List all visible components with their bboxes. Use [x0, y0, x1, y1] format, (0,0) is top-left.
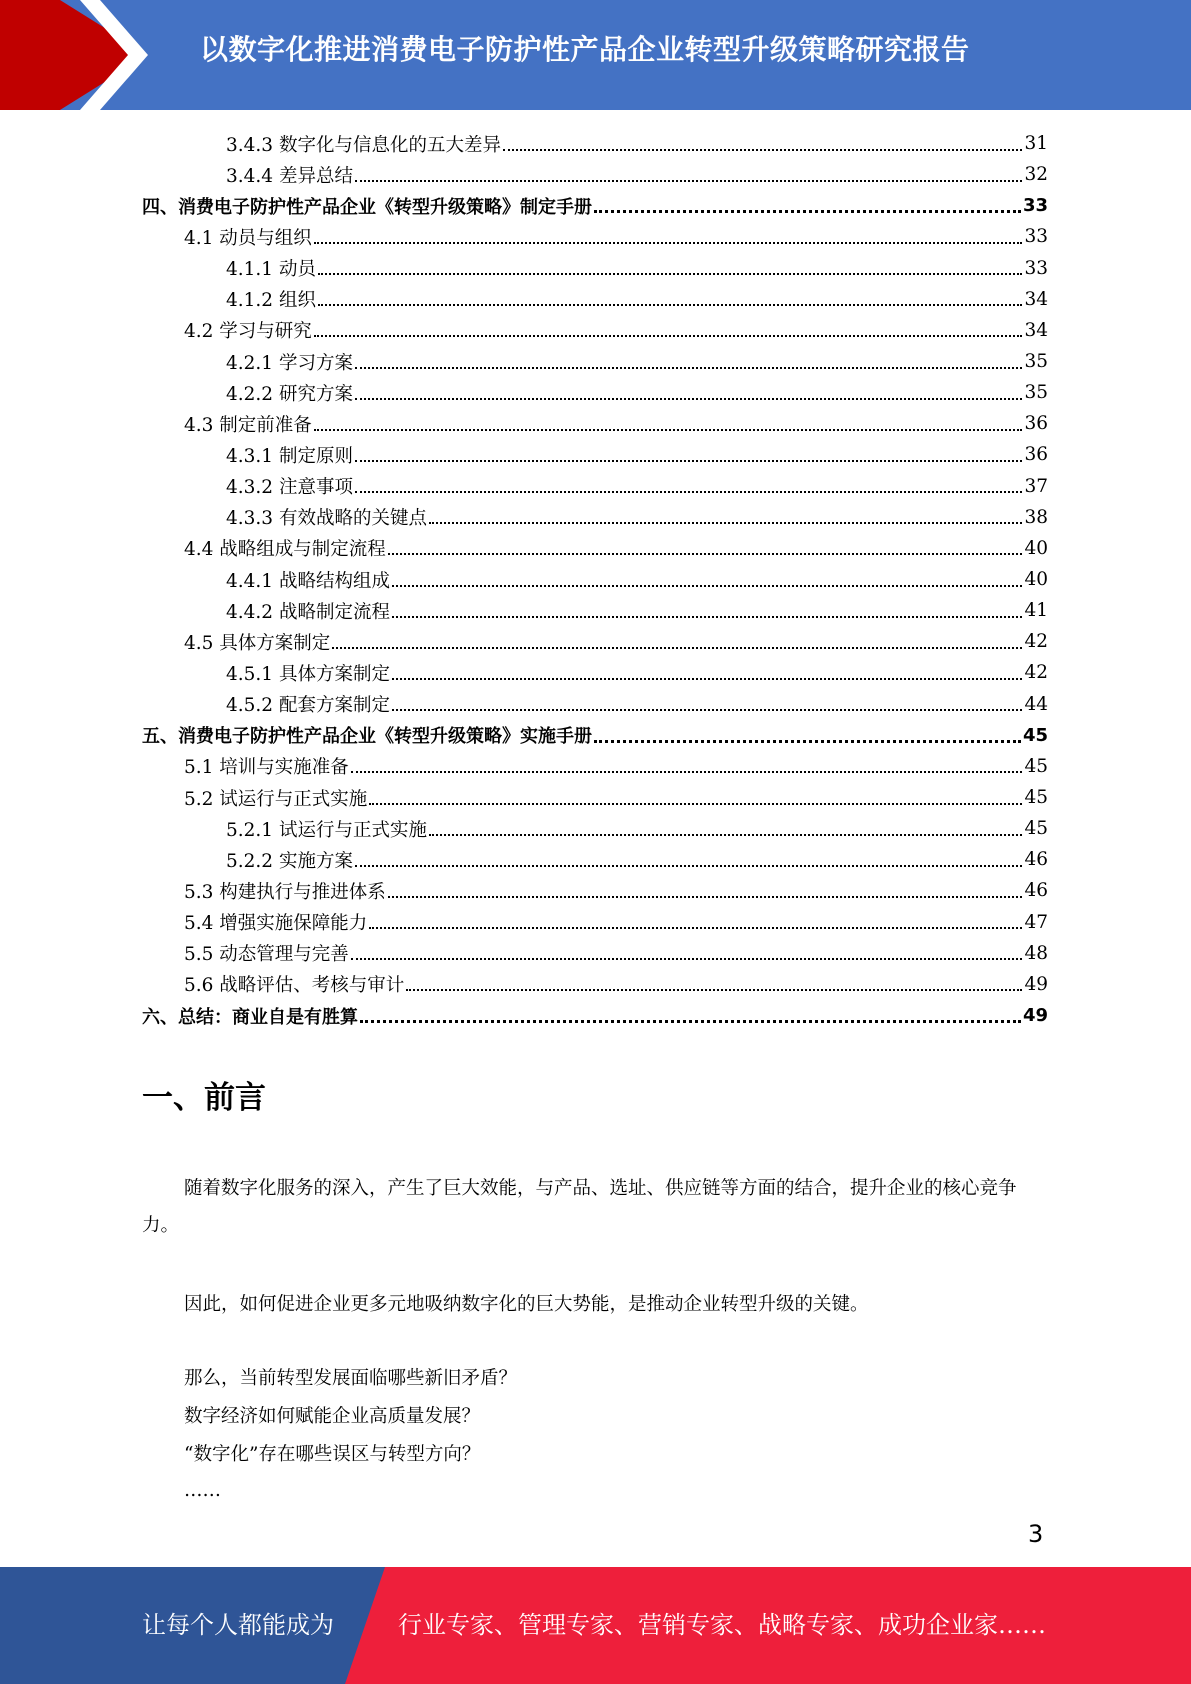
toc-dot-leader: [355, 865, 1023, 867]
toc-entry-label: 5.2 试运行与正式实施: [184, 788, 368, 810]
toc-entry-label: 4.4 战略组成与制定流程: [184, 539, 386, 561]
key-paragraph: 因此，如何促进企业更多元地吸纳数字化的巨大势能，是推动企业转型升级的关键。: [184, 1294, 869, 1315]
toc-entry-label: 四、消费电子防护性产品企业《转型升级策略》制定手册: [142, 196, 592, 218]
toc-dot-leader: [314, 335, 1023, 337]
toc-entry-page: 31: [1024, 133, 1048, 155]
toc-entry-label: 4.4.1 战略结构组成: [226, 570, 390, 592]
toc-dot-leader: [388, 896, 1023, 898]
toc-entry-page: 33: [1024, 257, 1048, 279]
toc-dot-leader: [332, 647, 1022, 649]
toc-entry-label: 六、总结：商业自是有胜算: [142, 1006, 358, 1028]
toc-entry[interactable]: [142, 221, 1048, 252]
toc-entry-label: 4.4.2 战略制定流程: [226, 601, 390, 623]
toc-entry-label: 4.1.2 组织: [226, 290, 316, 312]
toc-entry-page: 37: [1024, 475, 1048, 497]
footer-slogan-right: 行业专家、管理专家、营销专家、战略专家、成功企业家……: [398, 1611, 1046, 1639]
page-header: [0, 0, 1191, 110]
ellipsis-line: ……: [184, 1480, 221, 1501]
toc-dot-leader: [360, 1020, 1021, 1023]
toc-entry-page: 32: [1024, 164, 1048, 186]
toc-entry-page: 44: [1024, 693, 1048, 715]
toc-dot-leader: [369, 927, 1022, 929]
toc-entry-page: 45: [1024, 818, 1048, 840]
toc-entry[interactable]: [142, 844, 1048, 875]
toc-dot-leader: [351, 958, 1023, 960]
toc-entry[interactable]: [142, 782, 1048, 813]
toc-dot-leader: [392, 585, 1022, 587]
toc-entry-label: 5.6 战略评估、考核与审计: [184, 975, 405, 997]
toc-dot-leader: [318, 273, 1023, 275]
toc-entry-page: 45: [1022, 724, 1048, 746]
toc-dot-leader: [429, 834, 1022, 836]
toc-entry-page: 48: [1024, 942, 1048, 964]
toc-entry[interactable]: [142, 907, 1048, 938]
toc-entry-page: 35: [1024, 382, 1048, 404]
page-number: 3: [1028, 1520, 1044, 1548]
toc-dot-leader: [318, 304, 1023, 306]
toc-dot-leader: [355, 180, 1023, 182]
toc-entry-page: 49: [1024, 973, 1048, 995]
toc-entry-label: 4.5.1 具体方案制定: [226, 663, 390, 685]
toc-entry[interactable]: [142, 253, 1048, 284]
toc-entry[interactable]: [142, 689, 1048, 720]
toc-entry-page: 38: [1024, 506, 1048, 528]
toc-entry[interactable]: [142, 875, 1048, 906]
toc-entry-label: 3.4.4 差异总结: [226, 165, 353, 187]
toc-entry-label: 4.3 制定前准备: [184, 414, 312, 436]
toc-entry-label: 3.4.3 数字化与信息化的五大差异: [226, 134, 501, 156]
toc-entry-page: 49: [1022, 1005, 1048, 1026]
toc-dot-leader: [355, 367, 1023, 369]
toc-entry[interactable]: [142, 408, 1048, 439]
toc-dot-leader: [594, 740, 1021, 743]
toc-entry-page: 33: [1022, 195, 1048, 217]
toc-entry-label: 4.2 学习与研究: [184, 321, 312, 343]
toc-dot-leader: [355, 491, 1023, 493]
toc-entry-page: 42: [1024, 631, 1048, 653]
toc-entry-page: 40: [1024, 569, 1048, 591]
toc-entry-page: 34: [1024, 288, 1048, 310]
toc-entry-label: 4.3.1 制定原则: [226, 445, 353, 467]
toc-entry-label: 5.1 培训与实施准备: [184, 757, 349, 779]
toc-entry-page: 46: [1024, 849, 1048, 871]
toc-entry[interactable]: [142, 190, 1048, 221]
toc-dot-leader: [429, 522, 1022, 524]
toc-entry[interactable]: [142, 439, 1048, 470]
toc-entry-label: 4.3.3 有效战略的关键点: [226, 508, 427, 530]
toc-entry[interactable]: [142, 284, 1048, 315]
page-footer: [0, 1567, 1191, 1684]
toc-entry[interactable]: [142, 751, 1048, 782]
toc-dot-leader: [392, 709, 1022, 711]
toc-dot-leader: [355, 460, 1023, 462]
toc-entry-page: 45: [1024, 787, 1048, 809]
toc-dot-leader: [369, 803, 1022, 805]
toc-entry-label: 4.1 动员与组织: [184, 227, 312, 249]
report-title: 以数字化推进消费电子防护性产品企业转型升级策略研究报告: [200, 33, 970, 66]
toc-entry-page: 36: [1024, 413, 1048, 435]
toc-entry-page: 36: [1024, 444, 1048, 466]
toc-entry-label: 五、消费电子防护性产品企业《转型升级策略》实施手册: [142, 726, 592, 748]
toc-entry-label: 4.2.1 学习方案: [226, 352, 353, 374]
toc-dot-leader: [314, 429, 1023, 431]
toc-entry[interactable]: [142, 720, 1048, 751]
toc-entry[interactable]: [142, 315, 1048, 346]
toc-dot-leader: [351, 771, 1023, 773]
toc-entry-label: 5.4 增强实施保障能力: [184, 913, 368, 935]
toc-entry[interactable]: [142, 626, 1048, 657]
toc-entry[interactable]: [142, 1000, 1048, 1031]
toc-entry[interactable]: [142, 969, 1048, 1000]
toc-entry-label: 4.3.2 注意事项: [226, 477, 353, 499]
toc-entry[interactable]: [142, 657, 1048, 688]
toc-entry[interactable]: [142, 377, 1048, 408]
toc-entry[interactable]: [142, 564, 1048, 595]
toc-entry[interactable]: [142, 159, 1048, 190]
toc-dot-leader: [392, 678, 1022, 680]
toc-entry-page: 46: [1024, 880, 1048, 902]
toc-entry[interactable]: [142, 502, 1048, 533]
table-of-contents: [142, 128, 1048, 1031]
section-heading: 一、前言: [142, 1080, 266, 1116]
toc-entry-label: 5.3 构建执行与推进体系: [184, 881, 386, 903]
toc-entry-page: 33: [1024, 226, 1048, 248]
footer-slogan-left: 让每个人都能成为: [142, 1611, 334, 1639]
toc-entry[interactable]: [142, 471, 1048, 502]
toc-entry-label: 5.2.1 试运行与正式实施: [226, 819, 427, 841]
toc-entry-label: 5.2.2 实施方案: [226, 850, 353, 872]
toc-entry-label: 5.5 动态管理与完善: [184, 944, 349, 966]
toc-entry-label: 4.2.2 研究方案: [226, 383, 353, 405]
toc-entry[interactable]: [142, 346, 1048, 377]
toc-dot-leader: [503, 149, 1022, 151]
question-line: 数字经济如何赋能企业高质量发展？: [184, 1406, 481, 1427]
toc-dot-leader: [388, 553, 1023, 555]
toc-entry-page: 40: [1024, 537, 1048, 559]
toc-dot-leader: [406, 989, 1022, 991]
toc-entry-label: 4.5 具体方案制定: [184, 632, 331, 654]
toc-entry-page: 35: [1024, 351, 1048, 373]
question-line: 那么，当前转型发展面临哪些新旧矛盾？: [184, 1368, 518, 1389]
toc-dot-leader: [392, 616, 1022, 618]
toc-dot-leader: [355, 398, 1023, 400]
toc-entry[interactable]: [142, 813, 1048, 844]
toc-entry[interactable]: [142, 128, 1048, 159]
toc-entry-label: 4.1.1 动员: [226, 259, 316, 281]
toc-entry-page: 41: [1024, 600, 1048, 622]
toc-entry-page: 34: [1024, 319, 1048, 341]
intro-paragraph: 随着数字化服务的深入，产生了巨大效能，与产品、选址、供应链等方面的结合，提升企业的核心竞争力。: [142, 1178, 1017, 1236]
toc-dot-leader: [314, 242, 1023, 244]
toc-entry[interactable]: [142, 595, 1048, 626]
toc-entry-label: 4.5.2 配套方案制定: [226, 695, 390, 717]
toc-entry-page: 47: [1024, 911, 1048, 933]
toc-dot-leader: [594, 210, 1021, 213]
toc-entry[interactable]: [142, 938, 1048, 969]
toc-entry-page: 42: [1024, 662, 1048, 684]
question-line: “数字化”存在哪些误区与转型方向？: [184, 1444, 481, 1465]
toc-entry[interactable]: [142, 533, 1048, 564]
toc-entry-page: 45: [1024, 755, 1048, 777]
